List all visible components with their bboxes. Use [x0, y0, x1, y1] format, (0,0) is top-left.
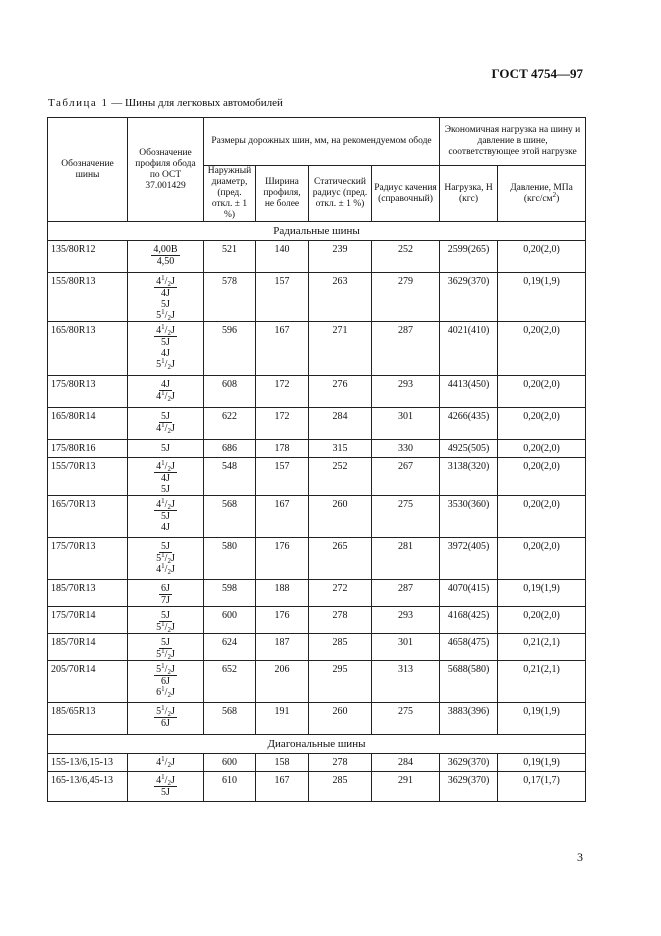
- table-row: [48, 496, 586, 538]
- static-cell: 260: [309, 496, 372, 538]
- width-cell: 176: [256, 538, 309, 580]
- static-cell: 260: [309, 703, 372, 735]
- rim-cell: [128, 408, 204, 440]
- rolling-cell: 293: [372, 607, 440, 634]
- table-row: [48, 703, 586, 735]
- static-cell: 285: [309, 634, 372, 661]
- table-row: [48, 376, 586, 408]
- load-cell: 4266(435): [440, 408, 498, 440]
- rim-cell: [128, 496, 204, 538]
- outer-cell: 598: [204, 580, 256, 607]
- table-title: — Шины для легковых автомобилей: [108, 97, 283, 109]
- outer-cell: 568: [204, 703, 256, 735]
- rim-option: $4^1/_2J$: [156, 323, 175, 337]
- static-cell: 295: [309, 661, 372, 703]
- tire-cell: 155/80R13: [48, 273, 128, 322]
- col-width: Ширина профиля, не более: [256, 166, 309, 222]
- rolling-cell: 330: [372, 440, 440, 458]
- tire-cell: 165/80R14: [48, 408, 128, 440]
- static-cell: 252: [309, 458, 372, 496]
- rim-list: [130, 411, 201, 434]
- rolling-cell: 281: [372, 538, 440, 580]
- rim-cell: [128, 273, 204, 322]
- pressure-cell: 0,21(2,1): [498, 634, 586, 661]
- static-cell: 284: [309, 408, 372, 440]
- rim-cell: [128, 440, 204, 458]
- col-outer: Наружный диаметр, (пред. откл. ± 1 %): [204, 166, 256, 222]
- rim-option: 4J: [161, 473, 170, 484]
- rolling-cell: 293: [372, 376, 440, 408]
- rim-option: $5^1/_2J$: [156, 704, 175, 718]
- rim-option: 4J: [161, 288, 170, 299]
- table-row: [48, 538, 586, 580]
- rolling-cell: 287: [372, 322, 440, 376]
- rim-option: 5J: [161, 411, 170, 422]
- table-row: [48, 580, 586, 607]
- rolling-cell: 313: [372, 661, 440, 703]
- pressure-cell: 0,20(2,0): [498, 322, 586, 376]
- rim-option: 7J: [161, 595, 170, 606]
- col-tire: Обозначение шины: [48, 118, 128, 222]
- rim-option: $4^1/_2J$: [156, 773, 175, 787]
- rolling-cell: 275: [372, 703, 440, 735]
- col-econ-group: Экономичная нагрузка на шину и давление в шине, соответствующее этой нагрузке: [440, 118, 586, 166]
- table-row: [48, 607, 586, 634]
- load-cell: 4168(425): [440, 607, 498, 634]
- rim-cell: [128, 376, 204, 408]
- width-cell: 176: [256, 607, 309, 634]
- tire-cell: 175/80R13: [48, 376, 128, 408]
- width-cell: 167: [256, 322, 309, 376]
- static-cell: 265: [309, 538, 372, 580]
- static-cell: 285: [309, 772, 372, 802]
- load-cell: 4070(415): [440, 580, 498, 607]
- pressure-cell: 0,20(2,0): [498, 408, 586, 440]
- rim-list: [130, 461, 201, 495]
- col-rolling: Радиус качения (справочный): [372, 166, 440, 222]
- width-cell: 157: [256, 458, 309, 496]
- rim-option: $4^1/_2J$: [156, 459, 175, 473]
- rim-option: $5^1/_2J$: [156, 551, 175, 565]
- outer-cell: 686: [204, 440, 256, 458]
- load-cell: 3629(370): [440, 273, 498, 322]
- rim-option: $5^1/_2J$: [156, 662, 175, 676]
- tire-cell: 165/80R13: [48, 322, 128, 376]
- pressure-cell: 0,20(2,0): [498, 458, 586, 496]
- rim-list: [130, 664, 201, 698]
- rim-option: 4J: [161, 379, 170, 390]
- rim-option: 4,50: [156, 256, 175, 267]
- rim-option: $4^1/_2J$: [156, 421, 175, 435]
- outer-cell: 608: [204, 376, 256, 408]
- rim-option: 5J: [161, 443, 170, 454]
- section-radial: Радиальные шины: [48, 222, 586, 241]
- width-cell: 158: [256, 754, 309, 772]
- outer-cell: 624: [204, 634, 256, 661]
- outer-cell: 521: [204, 241, 256, 273]
- rim-list: [130, 244, 201, 267]
- rim-option: 5J: [161, 637, 170, 648]
- static-cell: 272: [309, 580, 372, 607]
- tire-cell: 155/70R13: [48, 458, 128, 496]
- rim-cell: [128, 703, 204, 735]
- pressure-cell: 0,20(2,0): [498, 607, 586, 634]
- rim-list: [130, 757, 201, 768]
- outer-cell: 610: [204, 772, 256, 802]
- rim-option: $4^1/_2J$: [156, 562, 175, 576]
- rim-list: [130, 775, 201, 798]
- rim-option: 4,00B: [153, 244, 178, 255]
- rim-list: [130, 379, 201, 402]
- table-row: [48, 634, 586, 661]
- outer-cell: 596: [204, 322, 256, 376]
- width-cell: 172: [256, 376, 309, 408]
- table-row: [48, 440, 586, 458]
- load-cell: 3629(370): [440, 772, 498, 802]
- load-cell: 3530(360): [440, 496, 498, 538]
- rolling-cell: 275: [372, 496, 440, 538]
- rim-option: 4J: [161, 348, 170, 359]
- rolling-cell: 252: [372, 241, 440, 273]
- outer-cell: 622: [204, 408, 256, 440]
- pressure-cell: 0,20(2,0): [498, 496, 586, 538]
- load-cell: 2599(265): [440, 241, 498, 273]
- rim-option: 5J: [161, 484, 170, 495]
- table-row: [48, 661, 586, 703]
- load-cell: 4658(475): [440, 634, 498, 661]
- load-cell: 5688(580): [440, 661, 498, 703]
- rim-cell: [128, 634, 204, 661]
- rolling-cell: 284: [372, 754, 440, 772]
- load-cell: 4413(450): [440, 376, 498, 408]
- rim-option: $4^1/_2J$: [156, 274, 175, 288]
- tire-cell: 135/80R12: [48, 241, 128, 273]
- col-pressure: Давление, МПа $(кгс/см^2)$: [498, 166, 586, 222]
- rim-option: $4^1/_2J$: [156, 497, 175, 511]
- rim-cell: [128, 241, 204, 273]
- rim-list: [130, 583, 201, 606]
- rim-list: [130, 610, 201, 633]
- tires-table: [47, 117, 586, 802]
- static-cell: 278: [309, 754, 372, 772]
- col-static: Статический радиус (пред. откл. ± 1 %): [309, 166, 372, 222]
- width-cell: 167: [256, 772, 309, 802]
- outer-cell: 580: [204, 538, 256, 580]
- load-cell: 3629(370): [440, 754, 498, 772]
- static-cell: 239: [309, 241, 372, 273]
- col-dims-group: Размеры дорожных шин, мм, на рекомендуемом ободе: [204, 118, 440, 166]
- tire-cell: 185/70R14: [48, 634, 128, 661]
- rolling-cell: 279: [372, 273, 440, 322]
- rolling-cell: 267: [372, 458, 440, 496]
- width-cell: 140: [256, 241, 309, 273]
- pressure-cell: 0,20(2,0): [498, 440, 586, 458]
- load-cell: 3972(405): [440, 538, 498, 580]
- outer-cell: 548: [204, 458, 256, 496]
- rim-list: [130, 541, 201, 575]
- col-rim: Обозначение профиля обода по ОСТ 37.001429: [128, 118, 204, 222]
- width-cell: 191: [256, 703, 309, 735]
- outer-cell: 600: [204, 754, 256, 772]
- table-row: [48, 772, 586, 802]
- rim-cell: [128, 661, 204, 703]
- tire-cell: 165-13/6,45-13: [48, 772, 128, 802]
- pressure-cell: 0,21(2,1): [498, 661, 586, 703]
- pressure-cell: 0,20(2,0): [498, 241, 586, 273]
- rim-option: 5J: [161, 610, 170, 621]
- rim-cell: [128, 772, 204, 802]
- pressure-cell: 0,20(2,0): [498, 376, 586, 408]
- width-cell: 188: [256, 580, 309, 607]
- rolling-cell: 287: [372, 580, 440, 607]
- pressure-cell: 0,19(1,9): [498, 703, 586, 735]
- width-cell: 167: [256, 496, 309, 538]
- tire-cell: 185/70R13: [48, 580, 128, 607]
- table-row: [48, 241, 586, 273]
- rim-cell: [128, 607, 204, 634]
- pressure-cell: 0,19(1,9): [498, 273, 586, 322]
- width-cell: 178: [256, 440, 309, 458]
- static-cell: 315: [309, 440, 372, 458]
- load-cell: 3138(320): [440, 458, 498, 496]
- width-cell: 157: [256, 273, 309, 322]
- rim-list: [130, 637, 201, 660]
- table-caption: [48, 97, 283, 109]
- rim-cell: [128, 458, 204, 496]
- rim-list: [130, 443, 201, 454]
- page-number: 3: [577, 850, 583, 864]
- rim-option: $4^1/_2J$: [156, 389, 175, 403]
- static-cell: 278: [309, 607, 372, 634]
- rim-option: 5J: [161, 299, 170, 310]
- rim-option: 6J: [161, 718, 170, 729]
- rim-cell: [128, 322, 204, 376]
- rim-option: 6J: [161, 676, 170, 687]
- tire-cell: 205/70R14: [48, 661, 128, 703]
- outer-cell: 568: [204, 496, 256, 538]
- rim-option: $5^1/_2J$: [156, 647, 175, 661]
- table-row: [48, 408, 586, 440]
- outer-cell: 578: [204, 273, 256, 322]
- rim-option: $5^1/_2J$: [156, 308, 175, 322]
- document-code: ГОСТ 4754—97: [491, 66, 583, 81]
- tire-cell: 175/70R14: [48, 607, 128, 634]
- rim-option: 6J: [161, 583, 170, 594]
- rim-option: $4^1/_2J$: [156, 755, 175, 769]
- pressure-cell: 0,19(1,9): [498, 580, 586, 607]
- outer-cell: 600: [204, 607, 256, 634]
- tire-cell: 165/70R13: [48, 496, 128, 538]
- rim-cell: [128, 580, 204, 607]
- rim-option: $6^1/_2J$: [156, 685, 175, 699]
- col-load: Нагрузка, Н (кгс): [440, 166, 498, 222]
- outer-cell: 652: [204, 661, 256, 703]
- pressure-cell: 0,17(1,7): [498, 772, 586, 802]
- rim-option: 4J: [161, 522, 170, 533]
- rolling-cell: 301: [372, 408, 440, 440]
- section-diagonal: Диагональные шины: [48, 735, 586, 754]
- tire-cell: 175/70R13: [48, 538, 128, 580]
- pressure-cell: 0,19(1,9): [498, 754, 586, 772]
- load-cell: 4925(505): [440, 440, 498, 458]
- table-row: [48, 273, 586, 322]
- load-cell: 4021(410): [440, 322, 498, 376]
- width-cell: 187: [256, 634, 309, 661]
- tire-cell: 185/65R13: [48, 703, 128, 735]
- table-number: Таблица 1: [48, 97, 109, 109]
- rim-cell: [128, 538, 204, 580]
- rim-option: 5J: [161, 541, 170, 552]
- table-row: [48, 754, 586, 772]
- width-cell: 172: [256, 408, 309, 440]
- table-row: [48, 458, 586, 496]
- rim-list: [130, 325, 201, 370]
- load-cell: 3883(396): [440, 703, 498, 735]
- tire-cell: 155-13/6,15-13: [48, 754, 128, 772]
- rim-option: $5^1/_2J$: [156, 357, 175, 371]
- rim-cell: [128, 754, 204, 772]
- rolling-cell: 291: [372, 772, 440, 802]
- static-cell: 263: [309, 273, 372, 322]
- table-row: [48, 322, 586, 376]
- tire-cell: 175/80R16: [48, 440, 128, 458]
- width-cell: 206: [256, 661, 309, 703]
- rim-option: 5J: [161, 787, 170, 798]
- rim-list: [130, 499, 201, 533]
- rim-list: [130, 276, 201, 321]
- static-cell: 276: [309, 376, 372, 408]
- pressure-cell: 0,20(2,0): [498, 538, 586, 580]
- rim-option: $5^1/_2J$: [156, 620, 175, 634]
- static-cell: 271: [309, 322, 372, 376]
- rim-option: 5J: [161, 337, 170, 348]
- rolling-cell: 301: [372, 634, 440, 661]
- rim-option: 5J: [161, 511, 170, 522]
- rim-list: [130, 706, 201, 729]
